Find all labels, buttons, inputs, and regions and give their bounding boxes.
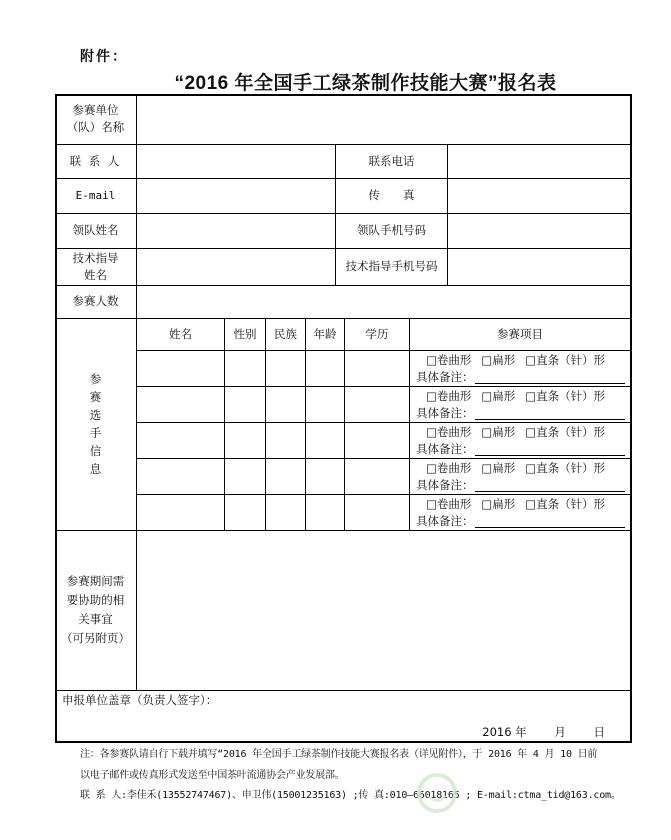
- remark-input[interactable]: [475, 419, 625, 420]
- remark-input[interactable]: [475, 383, 625, 384]
- project-option-flat-checkbox[interactable]: □扁形: [481, 425, 516, 439]
- players-label-char: 息: [89, 462, 102, 476]
- remark-label: 具体备注：: [416, 370, 474, 384]
- player-project-cell: [410, 458, 630, 494]
- player-gender-field[interactable]: [225, 495, 265, 530]
- player-age-field[interactable]: [306, 459, 344, 494]
- signature-field[interactable]: [56, 708, 630, 724]
- players-label-char: 参: [89, 372, 102, 386]
- project-option-curled-checkbox[interactable]: □卷曲形: [426, 353, 472, 367]
- player-age-field[interactable]: [306, 387, 344, 422]
- player-ethnicity-field[interactable]: [266, 351, 305, 386]
- project-option-curled-checkbox[interactable]: □卷曲形: [426, 389, 472, 403]
- contact-label: 联 系 人: [69, 153, 122, 168]
- remark-input[interactable]: [475, 455, 625, 456]
- tech-guide-name-label: [55, 248, 136, 285]
- participant-count-field[interactable]: [137, 286, 630, 318]
- project-option-curled-checkbox[interactable]: □卷曲形: [426, 497, 472, 511]
- player-gender-field[interactable]: [225, 459, 265, 494]
- signature-label: 申报单位盖章（负责人签字）：: [62, 693, 218, 707]
- players-section-label: [55, 318, 136, 530]
- tech-guide-mobile-label: 技术指导手机号码: [345, 259, 438, 273]
- column-header-project: 参赛项目: [497, 326, 543, 341]
- tech-guide-name-field[interactable]: [137, 249, 335, 285]
- date-day: 日: [593, 725, 605, 739]
- note-line-2: 以电子邮件或传真形式发送至中国茶叶流通协会产业发展部。: [80, 770, 345, 781]
- player-education-field[interactable]: [345, 495, 409, 530]
- table-border: [55, 741, 631, 743]
- leader-mobile-label: 领队手机号码: [357, 223, 426, 237]
- project-options: [426, 388, 615, 404]
- column-header-ethnicity: 民族: [274, 326, 297, 341]
- assistance-label-line: 参赛期间需: [66, 574, 125, 588]
- players-label-char: 信: [89, 444, 102, 458]
- player-ethnicity-field[interactable]: [266, 495, 305, 530]
- fax-label: 传 真: [368, 188, 415, 202]
- player-ethnicity-field[interactable]: [266, 423, 305, 458]
- player-gender-field[interactable]: [225, 423, 265, 458]
- player-project-cell: [410, 494, 630, 530]
- table-border: [630, 94, 632, 743]
- player-education-field[interactable]: [345, 423, 409, 458]
- remark-label: 具体备注：: [416, 442, 474, 456]
- project-options: [426, 496, 615, 512]
- column-header-gender: 性别: [233, 326, 257, 341]
- project-option-flat-checkbox[interactable]: □扁形: [481, 497, 516, 511]
- contact-field[interactable]: [137, 145, 335, 178]
- leader-name-field[interactable]: [137, 214, 335, 248]
- project-options: [426, 424, 615, 440]
- tech-guide-label-line1: 技术指导: [72, 250, 119, 265]
- attachment-label: 附件：: [80, 49, 128, 65]
- project-option-curled-checkbox[interactable]: □卷曲形: [426, 425, 472, 439]
- project-option-flat-checkbox[interactable]: □扁形: [481, 461, 516, 475]
- note-line-3: 联 系 人:李佳禾(13552747467)、申卫伟(15001235163) ;传 真:010—66018165 ; E-mail:ctma_tid@163.com。: [80, 790, 621, 801]
- player-education-field[interactable]: [345, 459, 409, 494]
- player-education-field[interactable]: [345, 387, 409, 422]
- player-name-field[interactable]: [137, 423, 224, 458]
- assistance-field[interactable]: [137, 531, 630, 690]
- player-project-cell: [410, 422, 630, 458]
- date-month: 月: [554, 725, 566, 739]
- leader-name-label: 领队姓名: [72, 223, 119, 237]
- form-title-text: “2016 年全国手工绿茶制作技能大赛”报名表: [174, 73, 557, 94]
- project-option-flat-checkbox[interactable]: □扁形: [481, 389, 516, 403]
- remark-input[interactable]: [475, 491, 625, 492]
- player-age-field[interactable]: [306, 423, 344, 458]
- participant-count-label: 参赛人数: [72, 294, 119, 308]
- player-gender-field[interactable]: [225, 351, 265, 386]
- tech-guide-label-line2: 姓名: [84, 267, 107, 282]
- players-label-char: 赛: [89, 390, 102, 404]
- players-label-char: 选: [89, 408, 102, 422]
- row-divider: [55, 690, 631, 691]
- player-ethnicity-field[interactable]: [266, 387, 305, 422]
- note-line-1: 注：各参赛队请自行下载并填写“2016 年全国手工绿茶制作技能大赛报名表（详见附件），于 2016 年 4 月 10 日前: [80, 749, 598, 760]
- unit-name-label-line1: 参赛单位: [72, 103, 119, 117]
- remark-input[interactable]: [475, 527, 625, 528]
- player-age-field[interactable]: [306, 495, 344, 530]
- project-option-straight-checkbox[interactable]: □直条（针）形: [525, 389, 606, 403]
- player-name-field[interactable]: [137, 351, 224, 386]
- email-label: E-mail: [75, 189, 116, 202]
- project-option-straight-checkbox[interactable]: □直条（针）形: [525, 425, 606, 439]
- date-year: 2016 年: [482, 725, 527, 739]
- unit-name-label-line2: （队）名称: [66, 120, 125, 134]
- remark-label: 具体备注：: [416, 406, 474, 420]
- player-gender-field[interactable]: [225, 387, 265, 422]
- contact-phone-field[interactable]: [448, 145, 630, 178]
- signature-date: [482, 724, 605, 740]
- project-options: [426, 352, 615, 368]
- unit-name-field[interactable]: [137, 95, 630, 144]
- column-header-education: 学历: [365, 326, 389, 341]
- email-field[interactable]: [137, 179, 335, 213]
- player-education-field[interactable]: [345, 351, 409, 386]
- project-option-flat-checkbox[interactable]: □扁形: [481, 353, 516, 367]
- assistance-label: [55, 530, 136, 690]
- project-option-straight-checkbox[interactable]: □直条（针）形: [525, 497, 606, 511]
- remark-label: 具体备注：: [416, 478, 474, 492]
- player-name-field[interactable]: [137, 459, 224, 494]
- registration-form: [55, 94, 631, 743]
- assistance-label-line: 关事宜: [78, 612, 113, 626]
- fax-field[interactable]: [448, 179, 630, 213]
- tech-guide-mobile-field[interactable]: [448, 249, 630, 285]
- column-header-age: 年龄: [313, 326, 337, 341]
- players-label-char: 手: [89, 426, 102, 440]
- project-option-straight-checkbox[interactable]: □直条（针）形: [525, 353, 606, 367]
- remark-label: 具体备注：: [416, 514, 474, 528]
- player-ethnicity-field[interactable]: [266, 459, 305, 494]
- player-project-cell: [410, 350, 630, 386]
- leader-mobile-field[interactable]: [448, 214, 630, 248]
- contact-phone-label: 联系电话: [368, 153, 415, 168]
- unit-name-label: [55, 94, 136, 144]
- watermark-logo-icon: [417, 773, 457, 813]
- project-option-curled-checkbox[interactable]: □卷曲形: [426, 461, 472, 475]
- column-header-name: 姓名: [169, 326, 192, 341]
- assistance-label-line: （可另附页）: [61, 631, 130, 645]
- player-name-field[interactable]: [137, 387, 224, 422]
- form-title: [0, 68, 671, 95]
- player-name-field[interactable]: [137, 495, 224, 530]
- project-options: [426, 460, 615, 476]
- player-project-cell: [410, 386, 630, 422]
- assistance-label-line: 要协助的相: [66, 593, 125, 607]
- project-option-straight-checkbox[interactable]: □直条（针）形: [525, 461, 606, 475]
- player-age-field[interactable]: [306, 351, 344, 386]
